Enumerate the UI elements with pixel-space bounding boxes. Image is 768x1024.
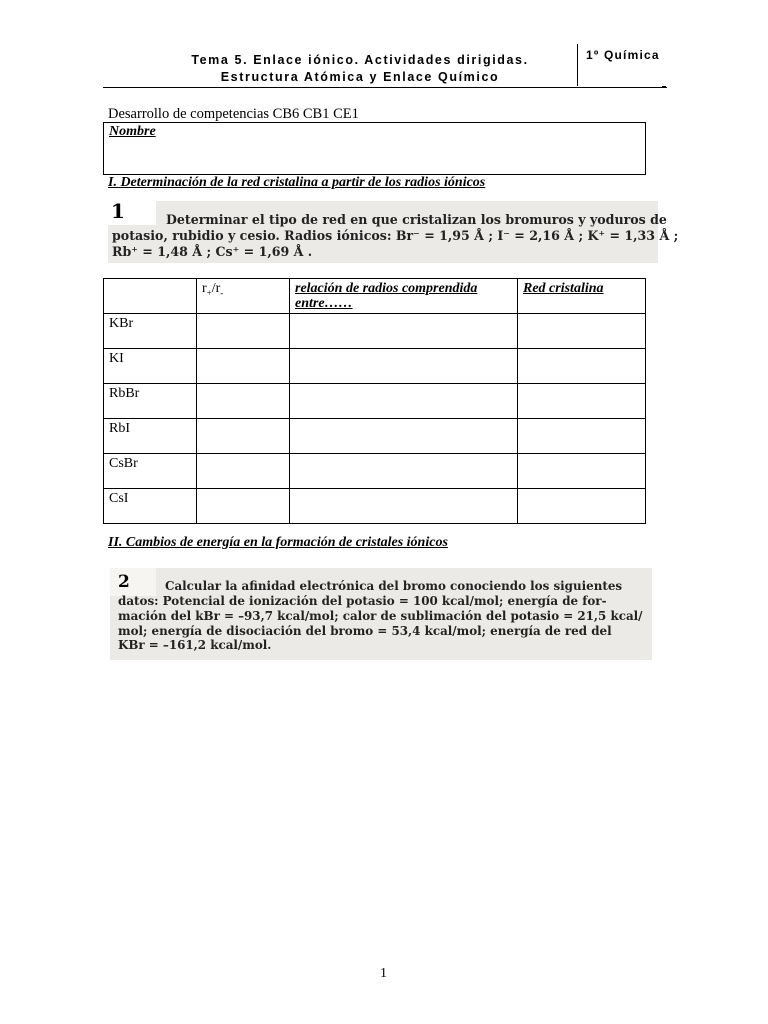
table-header-ratio: $r_+/r_-$ <box>197 279 290 314</box>
table-header-blank <box>104 279 197 314</box>
name-field-box[interactable] <box>103 122 646 175</box>
table-row <box>104 419 646 454</box>
compound-cell: RbBr <box>104 384 197 419</box>
answer-cell[interactable] <box>197 419 290 454</box>
exercise2-line: mol; energía de disociación del bromo = 53,4 kcal/mol; energía de red del <box>118 624 612 638</box>
answer-cell[interactable] <box>197 454 290 489</box>
answer-cell[interactable] <box>197 314 290 349</box>
answer-cell[interactable] <box>197 489 290 524</box>
exercise1-line: Rb⁺ = 1,48 Å ; Cs⁺ = 1,69 Å . <box>112 244 313 259</box>
table-row <box>104 314 646 349</box>
exercise2-line: Calcular la afinidad electrónica del bromo conociendo los siguientes <box>165 579 623 593</box>
answer-cell[interactable] <box>290 349 518 384</box>
table-row <box>104 349 646 384</box>
exercise1-number: 1 <box>111 199 125 223</box>
page-number: 1 <box>380 966 387 981</box>
answer-cell[interactable] <box>290 314 518 349</box>
exercise2-line: datos: Potencial de ionización del potasio = 100 kcal/mol; energía de for- <box>118 594 607 608</box>
compound-cell: CsBr <box>104 454 197 489</box>
answer-cell[interactable] <box>518 384 646 419</box>
compound-cell: KBr <box>104 314 197 349</box>
table-header-ratio-range: relación de radios comprendida entre…… <box>290 279 518 314</box>
answer-cell[interactable] <box>518 489 646 524</box>
table-row <box>104 384 646 419</box>
table-header-crystal-lattice: Red cristalina <box>518 279 646 314</box>
course-label: 1º Química <box>586 48 660 62</box>
answer-cell[interactable] <box>197 349 290 384</box>
header-rule-end <box>662 86 666 88</box>
exercise2-number-badge <box>110 568 156 596</box>
answer-cell[interactable] <box>290 384 518 419</box>
radius-ratio-table <box>103 278 646 524</box>
competencias-text: Desarrollo de competencias CB6 CB1 CE1 <box>108 106 359 122</box>
exercise2-number: 2 <box>118 572 130 592</box>
exercise1-line: Determinar el tipo de red en que cristalizan los bromuros y yoduros de <box>166 212 667 227</box>
answer-cell[interactable] <box>518 349 646 384</box>
header-title-line1: Tema 5. Enlace iónico. Actividades dirigidas. <box>191 53 529 67</box>
compound-cell: RbI <box>104 419 197 454</box>
table-row <box>104 454 646 489</box>
table-row <box>104 489 646 524</box>
exercise2-line: KBr = –161,2 kcal/mol. <box>118 638 272 652</box>
answer-cell[interactable] <box>518 314 646 349</box>
table-header-row <box>104 279 646 314</box>
exercise1-line: potasio, rubidio y cesio. Radios iónicos: Br⁻ = 1,95 Å ; I⁻ = 2,16 Å ; K⁺ = 1,33 Å ; <box>112 228 679 243</box>
answer-cell[interactable] <box>290 454 518 489</box>
answer-cell[interactable] <box>518 419 646 454</box>
exercise2-line: mación del kBr = –93,7 kcal/mol; calor de sublimación del potasio = 21,5 kcal/ <box>118 609 643 623</box>
answer-cell[interactable] <box>197 384 290 419</box>
answer-cell[interactable] <box>290 419 518 454</box>
header-divider <box>577 44 578 86</box>
compound-cell: CsI <box>104 489 197 524</box>
header-rule <box>103 87 667 88</box>
section2-heading: II. Cambios de energía en la formación de cristales iónicos <box>108 535 448 550</box>
answer-cell[interactable] <box>290 489 518 524</box>
section1-heading: I. Determinación de la red cristalina a partir de los radios iónicos <box>108 175 486 190</box>
document-header-title <box>150 52 570 86</box>
name-label: Nombre <box>109 124 156 139</box>
header-title-line2: Estructura Atómica y Enlace Químico <box>220 70 500 84</box>
answer-cell[interactable] <box>518 454 646 489</box>
compound-cell: KI <box>104 349 197 384</box>
